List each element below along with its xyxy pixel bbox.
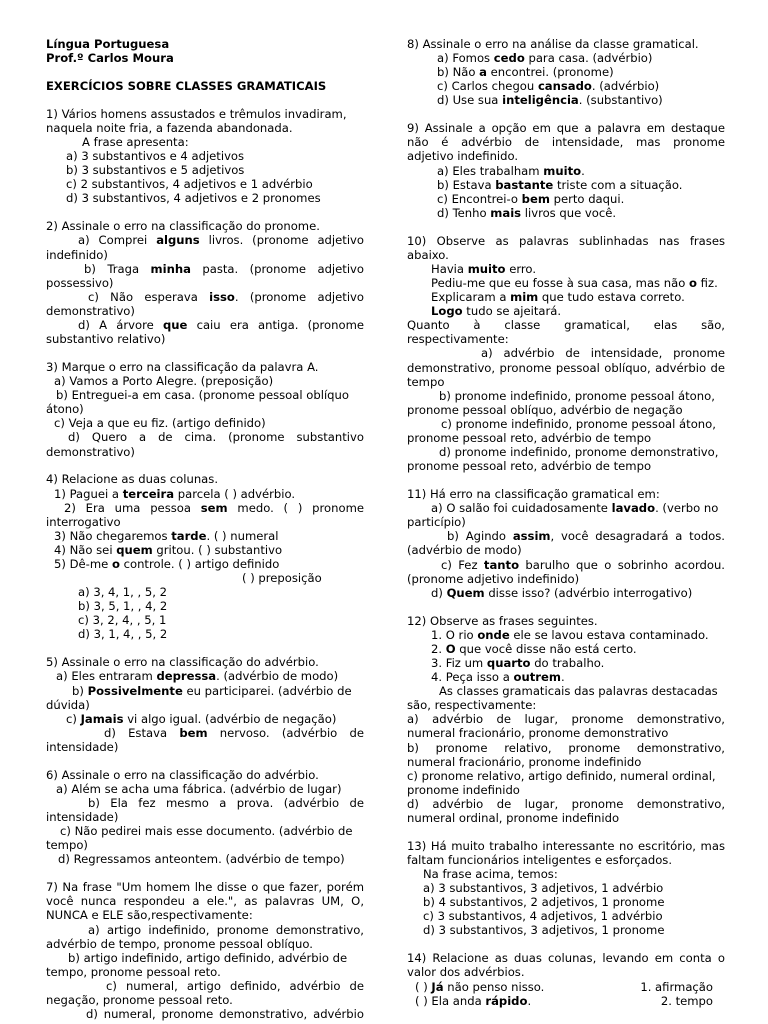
text-line: demonstrativo) — [46, 444, 135, 459]
text-line: c) numeral, artigo definido, advérbio de — [106, 978, 364, 993]
text-line: c) 3 substantivos, 4 adjetivos, 1 advérbio — [423, 909, 663, 924]
paragraph-gap — [407, 938, 725, 952]
text-line: possessivo) — [46, 275, 114, 290]
text-line: 8) Assinale o erro na análise da classe gramatical. — [407, 37, 699, 51]
text-line: intensidade) — [46, 739, 119, 754]
text-line: c) Jamais vi algo igual. (advérbio de negação) — [66, 711, 337, 726]
text-line: 14) Relacione as duas colunas, levando em conta o — [407, 951, 725, 966]
text-line: dúvida) — [46, 697, 90, 712]
text-line: tempo, pronome pessoal reto. — [46, 964, 221, 979]
text-line: a) advérbio de lugar, pronome demonstrativo, — [407, 712, 725, 727]
text-line: b) 4 substantivos, 2 adjetivos, 1 pronome — [423, 895, 665, 910]
text-line: (advérbio de modo) — [407, 543, 522, 558]
text-line: 5) Dê-me o controle. ( ) artigo definido — [54, 556, 280, 571]
paragraph-gap — [407, 825, 725, 839]
text-line: 10) Observe as palavras sublinhadas nas frases — [407, 233, 725, 248]
text-line: d) 3 substantivos, 4 adjetivos e 2 pronomes — [66, 191, 321, 206]
text-line: demonstrativo, pronome pessoal oblíquo, advérbio de — [407, 360, 725, 375]
text-line: 1) Vários homens assustados e trêmulos invadiram, — [46, 106, 347, 121]
right-column — [407, 37, 725, 1008]
text-line: Na frase acima, temos: — [423, 867, 558, 882]
text-line: 5) Assinale o erro na classificação do advérbio. — [46, 655, 319, 670]
text-line: a) Eles trabalham muito. — [437, 163, 585, 178]
text-line: pronome pessoal oblíquo, advérbio de negação — [407, 402, 683, 417]
paragraph-gap — [46, 65, 364, 79]
text-line: d) A árvore que caiu era antiga. (pronome — [78, 317, 364, 332]
text-line: a) artigo indefinido, pronome demonstrativo, — [88, 922, 364, 937]
text-line: abaixo. — [407, 247, 449, 262]
text-line: pronome indefinido — [407, 782, 520, 797]
text-line: você nunca respondeu a ele.", as palavras UM, O, — [46, 894, 364, 909]
text-line: A frase apresenta: — [82, 135, 189, 150]
text-line: tempo) — [46, 838, 88, 853]
text-line: b) pronome indefinido, pronome pessoal átono, — [439, 388, 715, 403]
text-line: Logo tudo se ajeitará. — [431, 304, 562, 319]
text-line: naquela noite fria, a fazenda abandonada. — [46, 120, 293, 135]
text-line — [407, 994, 725, 1008]
text-line: Havia muito erro. — [431, 261, 536, 276]
text-line: d) 3, 1, 4, , 5, 2 — [78, 627, 168, 642]
text-line: 2) Assinale o erro na classificação do pronome. — [46, 219, 320, 234]
paragraph-gap — [46, 93, 364, 107]
text-line: 9) Assinale a opção em que a palavra em destaque — [407, 121, 725, 136]
text-line: 12) Observe as frases seguintes. — [407, 613, 598, 628]
text-line: d) Quem disse isso? (advérbio interrogativo) — [431, 585, 693, 600]
text-line: b) pronome relativo, pronome demonstrativo, — [407, 740, 725, 755]
paragraph-gap — [407, 107, 725, 121]
text-line: 2. O que você disse não está certo. — [431, 641, 637, 656]
paragraph-gap — [46, 754, 364, 768]
text-line: Pediu-me que eu fosse à sua casa, mas não o fiz. — [431, 276, 718, 290]
text-line: d) numeral, pronome demonstrativo, advérbio — [86, 1007, 364, 1022]
text-line: 7) Na frase "Um homem lhe disse o que fazer, porém — [46, 880, 364, 895]
text-line: 4) Não sei quem gritou. ( ) substantivo — [54, 542, 283, 557]
text-line: Prof.º Carlos Moura — [46, 51, 174, 66]
text-line — [407, 980, 725, 994]
text-line: 6) Assinale o erro na classificação do advérbio. — [46, 767, 319, 782]
text-line: 3. Fiz um quarto do trabalho. — [431, 655, 605, 670]
text-line: respectivamente: — [407, 332, 509, 347]
text-line: numeral fracionário, pronome demonstrativo — [407, 726, 669, 741]
text-line: 1) Paguei a terceira parcela ( ) advérbio. — [54, 486, 296, 501]
text-line: (pronome adjetivo indefinido) — [407, 571, 580, 586]
text-line: c) Fez tanto barulho que o sobrinho acordou. — [441, 557, 725, 572]
text-line: b) Possivelmente eu participarei. (advérbio de — [72, 683, 352, 698]
text-line: indefinido) — [46, 247, 108, 262]
text-line: c) Veja a que eu fiz. (artigo definido) — [54, 416, 266, 431]
text-line: 3) Não chegaremos tarde. ( ) numeral — [54, 528, 279, 543]
text-line: d) 3 substantivos, 3 adjetivos, 1 pronome — [423, 923, 665, 938]
text-line: a) 3, 4, 1, , 5, 2 — [78, 585, 168, 600]
text-line: demonstrativo) — [46, 303, 135, 318]
text-line: c) Não pedirei mais esse documento. (advérbio de — [60, 824, 353, 839]
text-line: b) 3, 5, 1, , 4, 2 — [78, 599, 168, 614]
match-option: 1. afirmação — [640, 979, 713, 994]
text-line: a) Fomos cedo para casa. (advérbio) — [437, 51, 653, 66]
text-line: adjetivo indefinido. — [407, 149, 519, 164]
paragraph-gap — [46, 642, 364, 656]
text-line: b) Estava bastante triste com a situação. — [437, 177, 683, 192]
text-line: pronome pessoal reto, advérbio de tempo — [407, 459, 652, 474]
text-line: intensidade) — [46, 810, 119, 825]
text-line: a) Eles entraram depressa. (advérbio de modo) — [56, 669, 339, 684]
match-option: 2. tempo — [660, 993, 713, 1008]
text-line: d) pronome indefinido, pronome demonstrativo, — [439, 445, 719, 460]
text-line: c) pronome indefinido, pronome pessoal átono, — [441, 416, 716, 431]
text-line: a) Além se acha uma fábrica. (advérbio de lugar) — [56, 781, 342, 796]
text-line: ( ) preposição — [242, 571, 322, 586]
text-line: átono) — [46, 402, 84, 417]
text-line: 3) Marque o erro na classificação da palavra A. — [46, 359, 319, 374]
text-line: 4) Relacione as duas colunas. — [46, 472, 219, 487]
text-line: valor dos advérbios. — [407, 965, 525, 980]
paragraph-gap — [407, 473, 725, 487]
text-line: a) Vamos a Porto Alegre. (preposição) — [54, 374, 274, 389]
text-line: As classes gramaticais das palavras destacadas — [439, 684, 718, 699]
text-line: a) advérbio de intensidade, pronome — [481, 346, 725, 361]
text-line: particípio) — [407, 515, 466, 530]
text-line: negação, pronome pessoal reto. — [46, 993, 233, 1007]
paragraph-gap — [46, 459, 364, 473]
left-column — [46, 37, 364, 1021]
text-line: 13) Há muito trabalho interessante no escritório, mas — [407, 838, 725, 853]
text-line: b) Não a encontrei. (pronome) — [437, 65, 614, 80]
text-line: d) Regressamos anteontem. (advérbio de tempo) — [58, 852, 345, 867]
text-line: Explicaram a mim que tudo estava correto. — [431, 290, 685, 305]
text-line: substantivo relativo) — [46, 332, 166, 347]
text-line: faltam funcionários inteligentes e esforçados. — [407, 852, 673, 867]
text-line: tempo — [407, 374, 445, 389]
text-line: não é advérbio de intensidade, mas pronome — [407, 135, 725, 150]
text-line: 1. O rio onde ele se lavou estava contaminado. — [431, 627, 709, 642]
text-line: Quanto à classe gramatical, elas são, — [407, 318, 725, 333]
text-line: advérbio de tempo, pronome pessoal oblíquo. — [46, 936, 313, 951]
text-line: numeral ordinal, pronome indefinido — [407, 810, 620, 825]
text-line: interrogativo — [46, 514, 121, 529]
text-line: b) 3 substantivos e 5 adjetivos — [66, 163, 245, 178]
paragraph-gap — [407, 600, 725, 614]
text-line: 4. Peça isso a outrem. — [431, 670, 565, 685]
text-line: pronome pessoal reto, advérbio de tempo — [407, 431, 652, 446]
text-line: a) O salão foi cuidadosamente lavado. (verbo no — [431, 501, 719, 516]
text-line: b) Entreguei-a em casa. (pronome pessoal oblíquo — [56, 388, 349, 403]
text-line: NUNCA e ELE são,respectivamente: — [46, 908, 253, 923]
match-item: ( ) Ela anda rápido. — [415, 993, 532, 1008]
text-line: b) Traga minha pasta. (pronome adjetivo — [84, 261, 365, 276]
text-line: d) Use sua inteligência. (substantivo) — [437, 93, 663, 108]
text-line: d) advérbio de lugar, pronome demonstrativo, — [407, 796, 725, 811]
text-line: b) Agindo assim, você desagradará a todos. — [447, 529, 725, 544]
text-line: EXERCÍCIOS SOBRE CLASSES GRAMATICAIS — [46, 78, 327, 93]
text-line: d) Tenho mais livros que você. — [437, 205, 617, 220]
text-line: c) Encontrei-o bem perto daqui. — [437, 191, 625, 206]
text-line: a) 3 substantivos, 3 adjetivos, 1 advérbio — [423, 881, 664, 896]
text-line: c) Não esperava isso. (pronome adjetivo — [88, 289, 364, 304]
text-line: a) Comprei alguns livros. (pronome adjetivo — [78, 233, 364, 248]
match-item: ( ) Já não penso nisso. — [415, 979, 545, 994]
paragraph-gap — [46, 346, 364, 360]
text-line: numeral fracionário, pronome indefinido — [407, 754, 642, 769]
text-line: d) Quero a de cima. (pronome substantivo — [68, 430, 364, 445]
paragraph-gap — [407, 220, 725, 234]
text-line: c) 3, 2, 4, , 5, 1 — [78, 613, 167, 628]
text-line: c) pronome relativo, artigo definido, numeral ordinal, — [407, 768, 716, 783]
text-line: b) Ela fez mesmo a prova. (advérbio de — [88, 795, 364, 810]
text-line: 2) Era uma pessoa sem medo. ( ) pronome — [64, 500, 365, 515]
text-line: c) Carlos chegou cansado. (advérbio) — [437, 79, 660, 94]
text-line: 11) Há erro na classificação gramatical em: — [407, 487, 660, 502]
paragraph-gap — [46, 206, 364, 220]
text-line: c) 2 substantivos, 4 adjetivos e 1 advérbio — [66, 177, 313, 192]
text-line: d) Estava bem nervoso. (advérbio de — [104, 725, 364, 740]
text-line: são, respectivamente: — [407, 698, 537, 713]
text-line: Língua Portuguesa — [46, 37, 170, 51]
text-line: b) artigo indefinido, artigo definido, advérbio de — [68, 950, 348, 965]
paragraph-gap — [46, 866, 364, 880]
text-line: a) 3 substantivos e 4 adjetivos — [66, 149, 245, 164]
